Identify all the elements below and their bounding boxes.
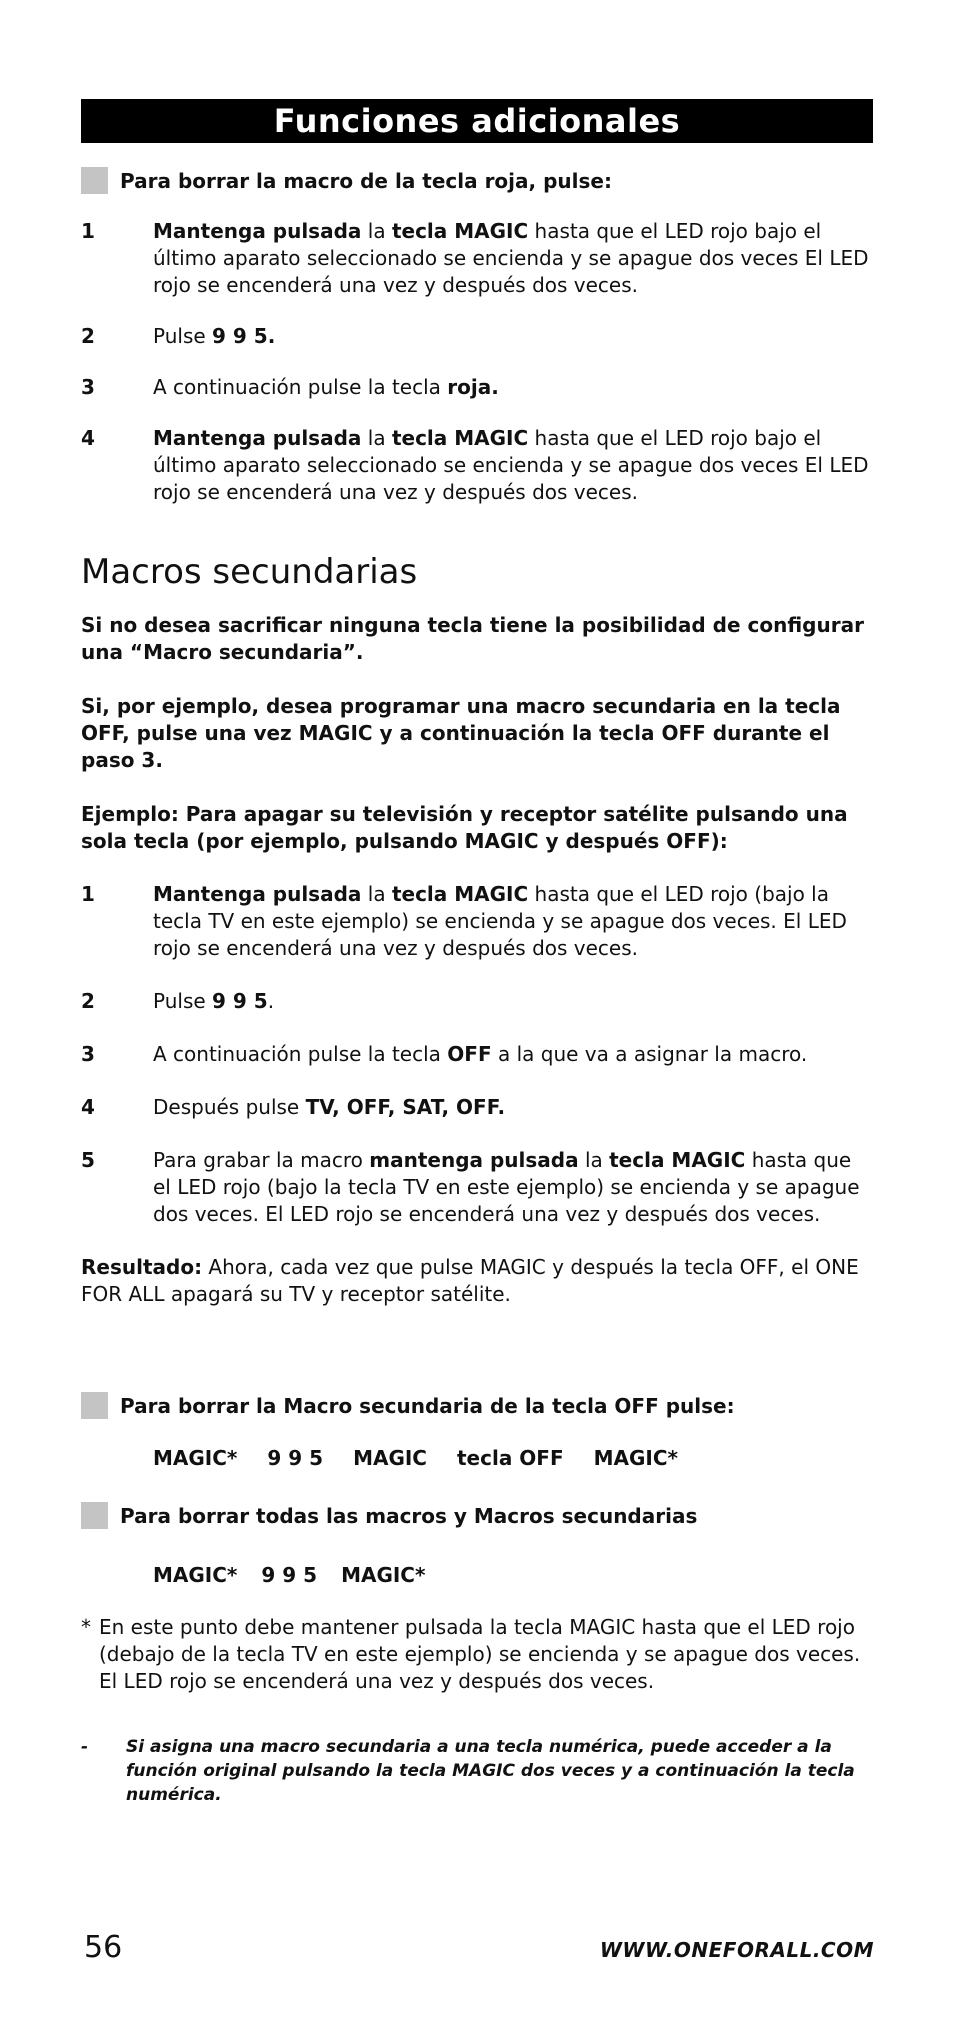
list-item [81, 425, 873, 506]
list-item [81, 1041, 873, 1068]
step-number: 4 [81, 426, 95, 450]
footnote-marker: * [81, 1615, 91, 1639]
website-url: WWW.ONEFORALL.COM [599, 1938, 874, 1962]
list-item [81, 323, 873, 350]
result-text: Ahora, cada vez que pulse MAGIC y después la tecla OFF, el ONE FOR ALL apagará su TV y receptor satélite. [81, 1255, 859, 1306]
key-sequence [81, 1446, 873, 1470]
manual-page [81, 99, 873, 1807]
key-label: 9 9 5 [267, 1446, 324, 1470]
delete-all-macros-heading [81, 1502, 873, 1529]
step-number: 2 [81, 324, 95, 348]
delete-secondary-macro-heading [81, 1392, 873, 1419]
step-text: Mantenga pulsada la tecla MAGIC hasta que el LED rojo (bajo la tecla TV en este ejemplo) se encienda y se apague dos veces. El LED rojo se encenderá una vez y después dos veces. [153, 882, 847, 960]
delete-red-macro-heading [81, 167, 873, 194]
footnote [81, 1614, 873, 1695]
step-text: A continuación pulse la tecla roja. [153, 375, 499, 399]
list-item [81, 374, 873, 401]
section-banner [81, 99, 873, 143]
page-number: 56 [84, 1930, 123, 1965]
step-number: 1 [81, 219, 95, 243]
gray-square-bullet-icon [81, 1392, 108, 1419]
gray-square-bullet-icon [81, 167, 108, 194]
key-label: MAGIC* [593, 1446, 678, 1470]
section-title: Macros secundarias [81, 552, 418, 592]
step-text: Pulse 9 9 5. [153, 989, 275, 1013]
step-text: Mantenga pulsada la tecla MAGIC hasta que el LED rojo bajo el último aparato seleccionado se encienda y se apague dos veces El LED rojo se encenderá una vez y después dos veces. [153, 426, 869, 504]
tip-note [81, 1735, 873, 1807]
heading-text: Para borrar la Macro secundaria de la tecla OFF pulse: [120, 1393, 735, 1418]
intro-paragraph: Si, por ejemplo, desea programar una macro secundaria en la tecla OFF, pulse una vez MAGIC y a continuación la tecla OFF durante el paso 3. [81, 694, 841, 772]
step-text: Mantenga pulsada la tecla MAGIC hasta que el LED rojo bajo el último aparato seleccionado se encienda y se apague dos veces El LED rojo se encenderá una vez y después dos veces. [153, 219, 869, 297]
page-footer [84, 1930, 874, 1970]
heading-text: Para borrar todas las macros y Macros secundarias [120, 1503, 698, 1528]
result-paragraph [81, 1254, 873, 1308]
gray-square-bullet-icon [81, 1502, 108, 1529]
banner-title: Funciones adicionales [273, 102, 681, 140]
step-number: 5 [81, 1148, 95, 1172]
result-label: Resultado: [81, 1255, 203, 1279]
step-text: Pulse 9 9 5. [153, 324, 276, 348]
step-number: 3 [81, 1042, 95, 1066]
list-item [81, 988, 873, 1015]
key-label: tecla OFF [456, 1446, 564, 1470]
tip-text: Si asigna una macro secundaria a una tecla numérica, puede acceder a la función original pulsando la tecla MAGIC dos veces y a continuación la tecla numérica. [126, 1737, 855, 1805]
step-number: 3 [81, 375, 95, 399]
step-text: A continuación pulse la tecla OFF a la que va a asignar la macro. [153, 1042, 808, 1066]
key-label: MAGIC* [153, 1446, 238, 1470]
key-label: MAGIC* [153, 1563, 238, 1587]
tip-dash: - [81, 1737, 89, 1757]
footnote-text: En este punto debe mantener pulsada la tecla MAGIC hasta que el LED rojo (debajo de la tecla TV en este ejemplo) se encienda y se apague dos veces. El LED rojo se encenderá una vez y después dos veces. [99, 1615, 861, 1693]
step-number: 1 [81, 882, 95, 906]
list-item [81, 1147, 873, 1228]
list-item [81, 881, 873, 962]
intro-paragraph: Si no desea sacrificar ninguna tecla tiene la posibilidad de configurar una “Macro secundaria”. [81, 613, 864, 664]
step-text: Para grabar la macro mantenga pulsada la tecla MAGIC hasta que el LED rojo (bajo la tecla TV en este ejemplo) se encienda y se apague dos veces. El LED rojo se encenderá una vez y después dos veces. [153, 1148, 860, 1226]
list-item [81, 218, 873, 299]
key-label: MAGIC* [341, 1563, 426, 1587]
list-item [81, 1094, 873, 1121]
heading-text: Para borrar la macro de la tecla roja, pulse: [120, 168, 612, 193]
intro-paragraph: Ejemplo: Para apagar su televisión y receptor satélite pulsando una sola tecla (por ejemplo, pulsando MAGIC y después OFF): [81, 802, 848, 853]
step-number: 2 [81, 989, 95, 1013]
step-number: 4 [81, 1095, 95, 1119]
key-label: MAGIC [353, 1446, 427, 1470]
key-sequence [81, 1563, 873, 1587]
step-text: Después pulse TV, OFF, SAT, OFF. [153, 1095, 506, 1119]
key-label: 9 9 5 [261, 1563, 318, 1587]
